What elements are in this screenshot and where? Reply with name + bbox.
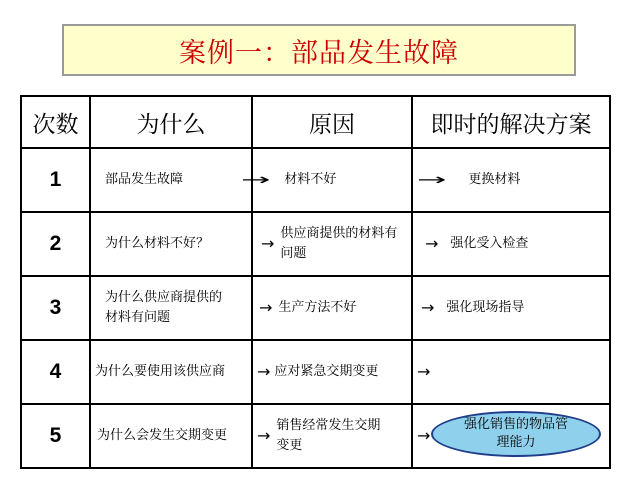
table-header-row — [21, 96, 610, 148]
row-number: 4 — [21, 340, 90, 404]
cause-cell — [252, 340, 412, 404]
why-cell — [90, 148, 252, 212]
highlighted-solution-ellipse — [431, 411, 601, 457]
cause-cell — [252, 404, 412, 468]
table-row — [21, 212, 610, 276]
solution-cell — [412, 148, 610, 212]
solution-text: 强化销售的物品管理能力 — [464, 417, 569, 450]
row-number: 5 — [21, 404, 90, 468]
cause-text: 销售经常发生交期变更 — [276, 418, 381, 453]
solution-text: 更换材料 — [468, 172, 521, 187]
why-text: 为什么要使用该供应商 — [95, 364, 226, 379]
arrow-right-icon: → — [417, 426, 431, 445]
row-number: 3 — [21, 276, 90, 340]
arrow-right-icon: → — [261, 234, 275, 253]
cause-cell — [252, 276, 412, 340]
header-cause: 原因 — [252, 96, 412, 148]
cause-cell — [240, 148, 412, 212]
why-text: 为什么会发生交期变更 — [97, 428, 228, 443]
arrow-right-icon: → — [416, 170, 447, 189]
header-why: 为什么 — [90, 96, 252, 148]
table-row — [21, 276, 610, 340]
solution-cell — [412, 276, 610, 340]
solution-cell — [412, 212, 610, 276]
header-count: 次数 — [21, 96, 90, 148]
row-number: 2 — [21, 212, 90, 276]
cause-text: 材料不好 — [284, 172, 337, 187]
arrow-right-icon: → — [257, 426, 271, 445]
why-cell — [90, 340, 252, 404]
why-cell — [90, 404, 252, 468]
arrow-right-icon: → — [417, 362, 431, 381]
arrow-right-icon: → — [425, 234, 439, 253]
page-title: 案例一：部品发生故障 — [62, 24, 576, 76]
why-cell — [90, 212, 252, 276]
why-text: 为什么材料不好？ — [105, 236, 210, 251]
solution-text: 强化现场指导 — [446, 300, 525, 315]
cause-text: 应对紧急交期变更 — [274, 364, 379, 379]
header-solution: 即时的解决方案 — [412, 96, 610, 148]
why-text: 为什么供应商提供的材料有问题 — [105, 290, 223, 325]
arrow-right-icon: → — [421, 298, 435, 317]
cause-text: 供应商提供的材料有问题 — [280, 226, 398, 261]
cause-cell — [252, 212, 412, 276]
arrow-right-icon: → — [257, 362, 271, 381]
table-row — [21, 340, 610, 404]
row-number: 1 — [21, 148, 90, 212]
cause-text: 生产方法不好 — [278, 300, 357, 315]
solution-text: 强化受入检查 — [450, 236, 529, 251]
table-row — [21, 148, 610, 212]
solution-cell — [412, 340, 610, 404]
arrow-right-icon: → — [259, 298, 273, 317]
arrow-right-icon: → — [240, 170, 271, 189]
why-cell — [90, 276, 252, 340]
why-text: 部品发生故障 — [105, 172, 184, 187]
